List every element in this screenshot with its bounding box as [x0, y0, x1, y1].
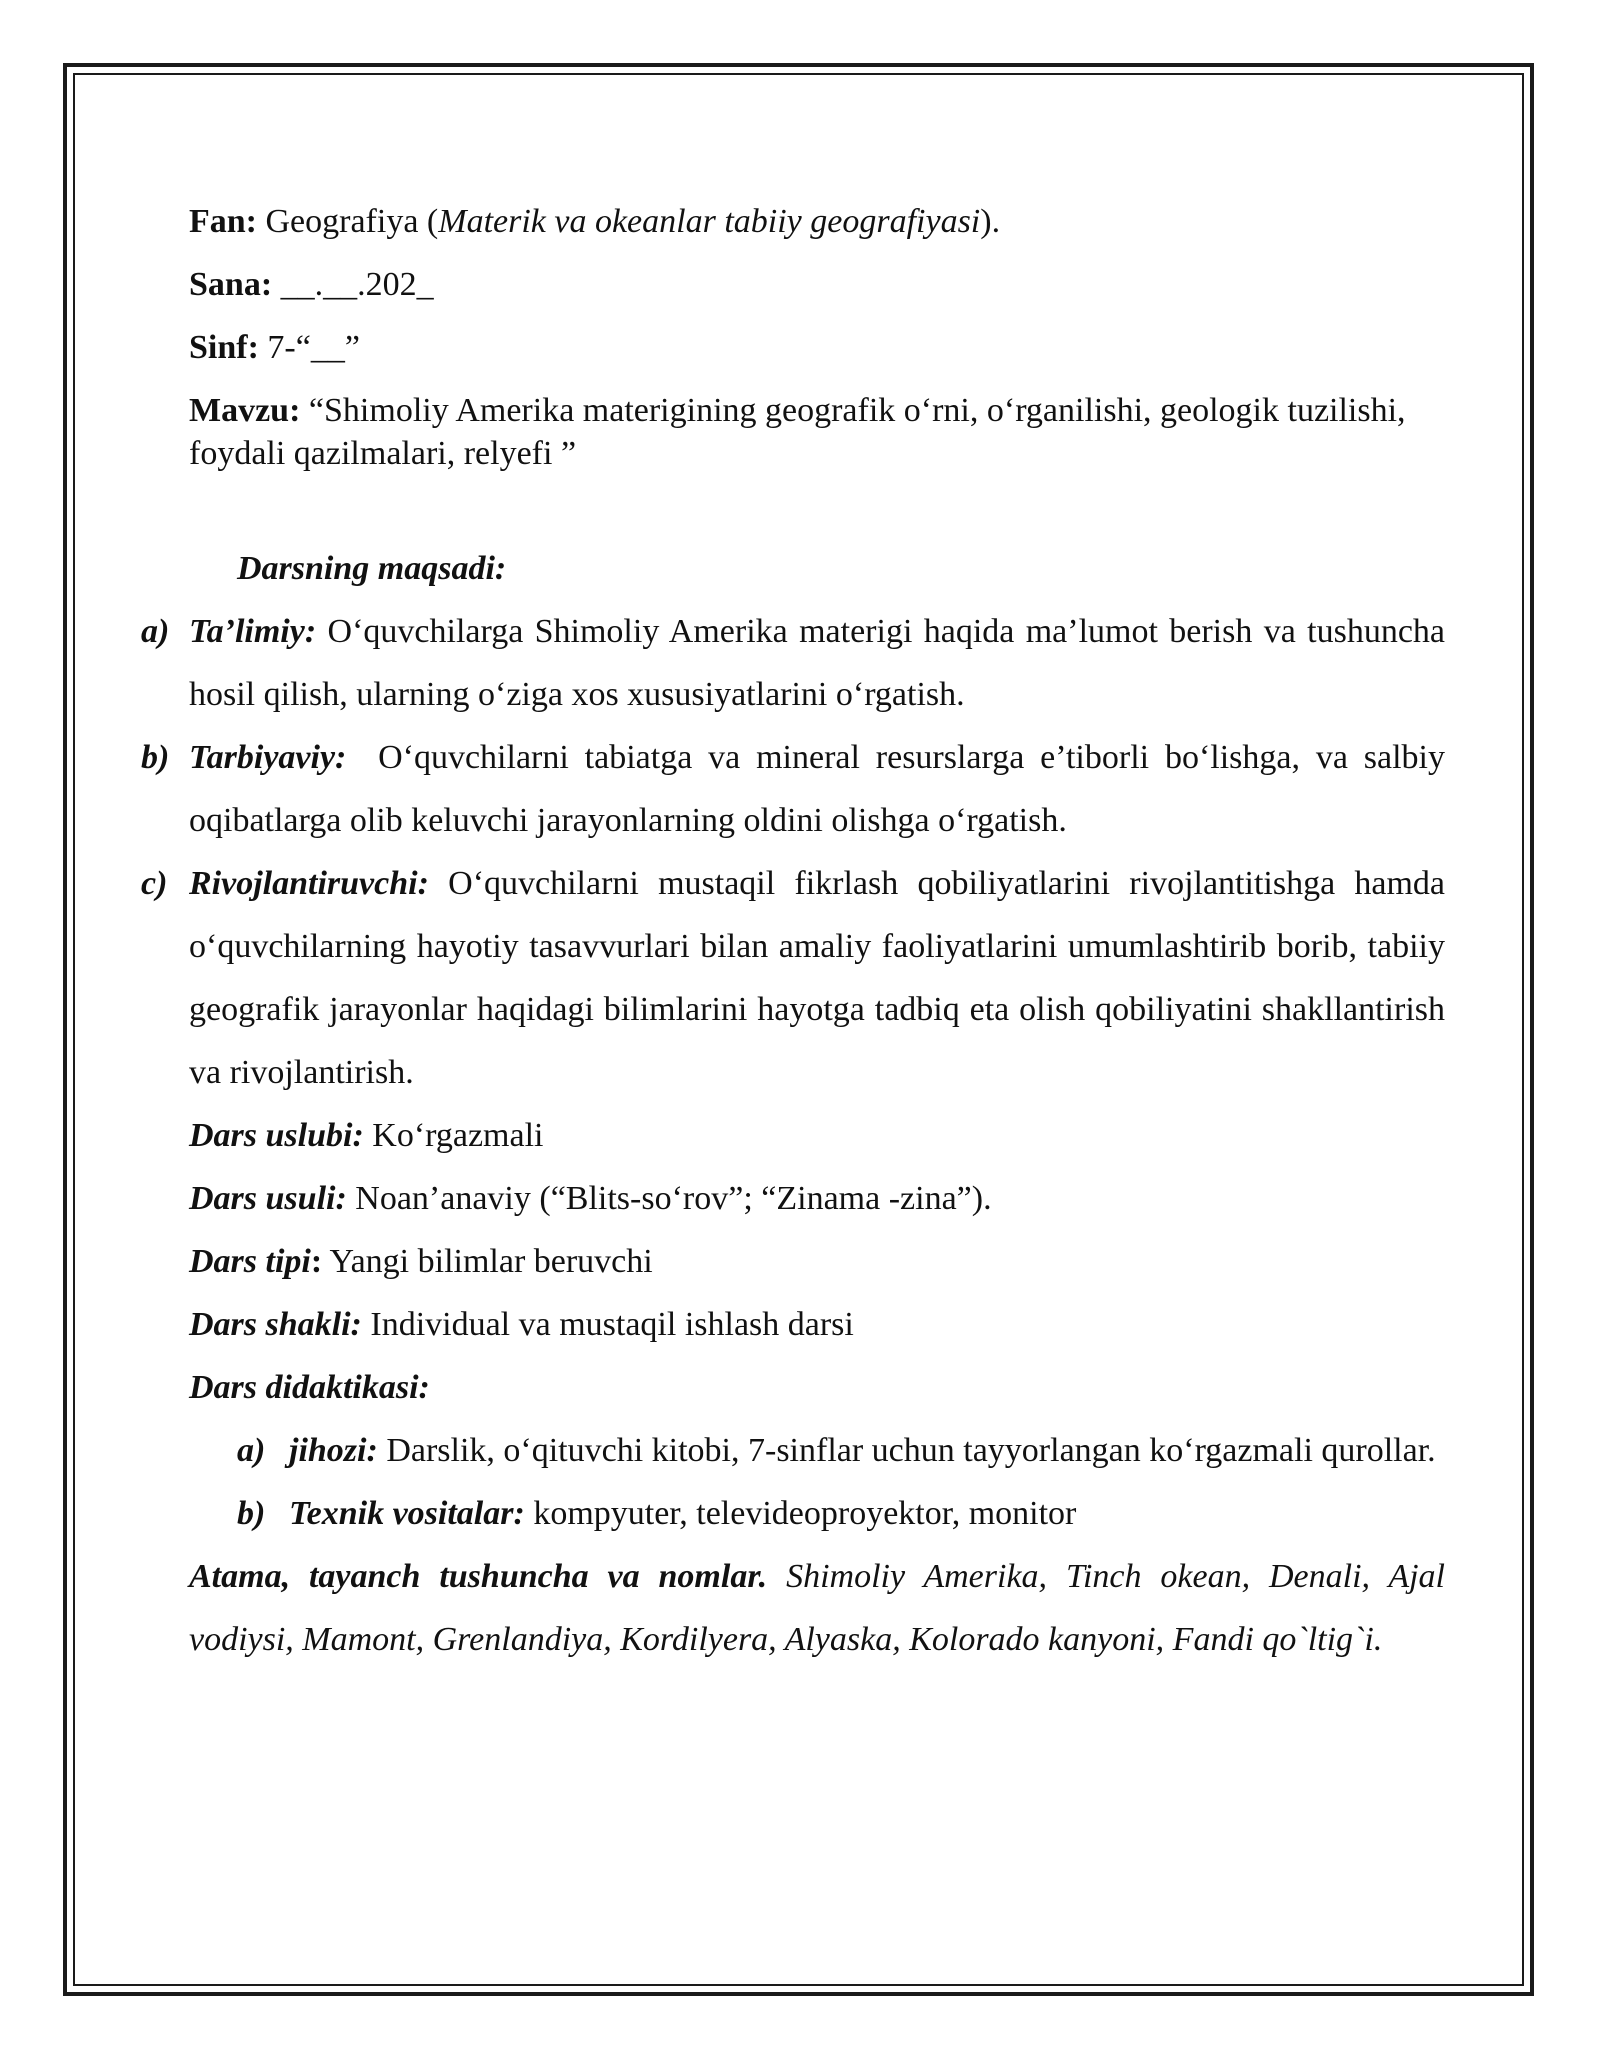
objective-item: [141, 852, 1445, 1104]
sana-label: Sana:: [189, 266, 273, 303]
didaktika-item: [237, 1419, 1445, 1482]
didaktika-text: kompyuter, televideoproyektor, monitor: [533, 1495, 1077, 1532]
mavzu-line: [189, 379, 1445, 475]
objective-label: Tarbiyaviy:: [189, 739, 347, 776]
fan-line: [189, 190, 1445, 253]
objective-text: O‘quvchilarni tabiatga va mineral resurslarga e’tiborli bo‘lishga, va salbiy oqibatlarga olib keluvchi jarayonlarning oldini olishga o‘rgatish.: [189, 739, 1446, 839]
dars-uslubi-line: [189, 1104, 1445, 1167]
didaktika-marker: b): [237, 1495, 266, 1532]
dars-tipi-value: Yangi bilimlar beruvchi: [329, 1243, 653, 1280]
dars-didaktikasi-heading: Dars didaktikasi:: [189, 1369, 430, 1406]
objective-marker: b): [141, 739, 170, 776]
objective-text: O‘quvchilarga Shimoliy Amerika materigi haqida ma’lumot berish va tushuncha hosil qilish, ularning o‘ziga xos xususiyatlarini o‘rgatish.: [189, 613, 1445, 713]
didaktika-label: jihozi:: [289, 1432, 378, 1469]
objective-label: Ta’limiy:: [189, 613, 317, 650]
sana-line: [189, 253, 1445, 316]
sinf-value: 7-“__”: [267, 329, 360, 366]
dars-shakli-label: Dars shakli:: [189, 1306, 362, 1343]
objective-marker: a): [141, 613, 170, 650]
objective-item: [141, 600, 1445, 726]
dars-usuli-value: Noan’anaviy (“Blits-so‘rov”; “Zinama -zina”).: [355, 1180, 992, 1217]
dars-uslubi-label: Dars uslubi:: [189, 1117, 364, 1154]
objectives-heading: Darsning maqsadi:: [237, 550, 507, 587]
dars-usuli-line: [189, 1167, 1445, 1230]
objective-text: O‘quvchilarni mustaqil fikrlash qobiliyatlarini rivojlantitishga hamda o‘quvchilarning hayotiy tasavvurlari bilan amaliy faoliyatlarini umumlashtirib borib, tabiiy geografik jarayonlar haqidagi bilimlarini hayotga tadbiq eta olish qobiliyatini shakllantirish va rivojlantirish.: [189, 865, 1445, 1091]
dars-tipi-line: [189, 1230, 1445, 1293]
dars-usuli-label: Dars usuli:: [189, 1180, 347, 1217]
document-body: [141, 190, 1446, 1671]
sinf-label: Sinf:: [189, 329, 259, 366]
fan-value-italic: Materik va okeanlar tabiiy geografiyasi: [438, 203, 981, 240]
objective-item: [141, 726, 1446, 852]
dars-tipi-colon: :: [310, 1243, 323, 1280]
didaktika-label: Texnik vositalar:: [289, 1495, 525, 1532]
didaktika-item: [237, 1482, 1445, 1545]
dars-shakli-value: Individual va mustaqil ishlash darsi: [370, 1306, 854, 1343]
terms-paragraph: [189, 1545, 1445, 1671]
mavzu-label: Mavzu:: [189, 392, 301, 429]
mavzu-value: “Shimoliy Amerika materigining geografik o‘rni, o‘rganilishi, geologik tuzilishi, foydali qazilmalari, relyefi ”: [189, 392, 1406, 472]
fan-value-end: ).: [980, 203, 1001, 240]
dars-tipi-label: Dars tipi: [189, 1243, 311, 1280]
terms-text: Shimoliy Amerika, Tinch okean, Denali, Ajal vodiysi, Mamont, Grenlandiya, Kordilyera, Alyaska, Kolorado kanyoni, Fandi qo`ltig`i.: [189, 1558, 1445, 1658]
objective-label: Rivojlantiruvchi:: [189, 865, 429, 902]
didaktika-marker: a): [237, 1432, 266, 1469]
sinf-line: [189, 316, 1445, 379]
dars-shakli-line: [189, 1293, 1445, 1356]
didaktika-text: Darslik, o‘qituvchi kitobi, 7-sinflar uchun tayyorlangan ko‘rgazmali qurollar.: [386, 1432, 1436, 1469]
fan-value: Geografiya (: [265, 203, 439, 240]
dars-uslubi-value: Ko‘rgazmali: [372, 1117, 544, 1154]
terms-label: Atama, tayanch tushuncha va nomlar.: [189, 1558, 768, 1595]
objective-marker: c): [141, 865, 168, 902]
fan-label: Fan:: [189, 203, 257, 240]
sana-value: __.__.202_: [280, 266, 434, 303]
